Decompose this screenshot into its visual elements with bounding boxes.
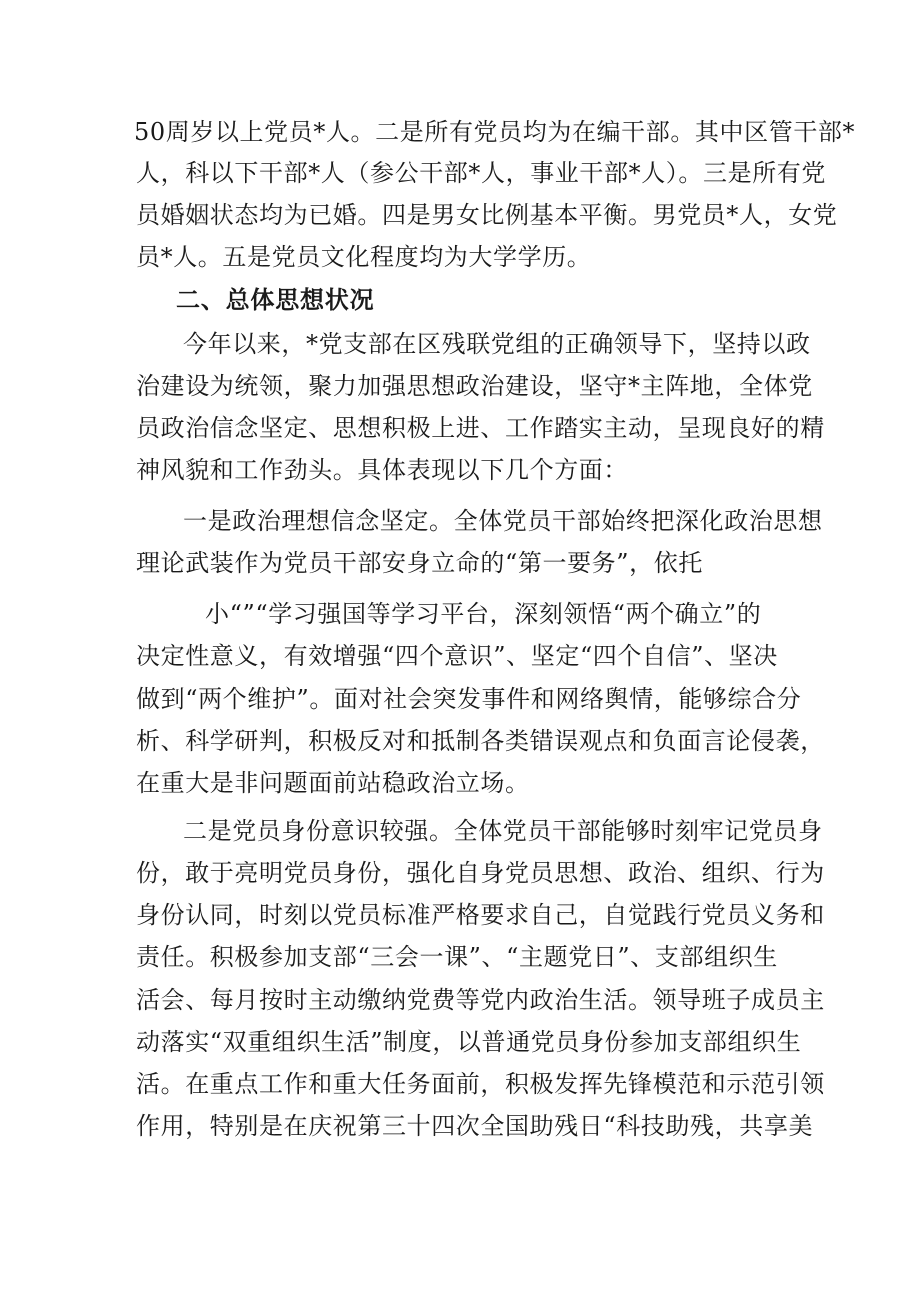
body-text-line: 今年以来，*党支部在区残联党组的正确领导下，坚持以政 — [183, 330, 811, 358]
body-text-line: 治建设为统领，聚力加强思想政治建设，坚守*主阵地，全体党 — [136, 372, 813, 400]
body-text-line: 一是政治理想信念坚定。全体党员干部始终把深化政治思想 — [183, 507, 823, 535]
body-text-line: 析、科学研判，积极反对和抵制各类错误观点和负面言论侵袭， — [136, 727, 825, 755]
body-text-line: 做到“两个维护”。面对社会突发事件和网络舆情，能够综合分 — [136, 685, 802, 713]
body-text-line: 动落实“双重组织生活”制度，以普通党员身份参加支部组织生 — [136, 1028, 802, 1056]
body-text-line: 二是党员身份意识较强。全体党员干部能够时刻牢记党员身 — [183, 817, 823, 845]
body-text-line: 神风貌和工作劲头。具体表现以下几个方面： — [136, 456, 628, 484]
body-text-line: 责任。积极参加支部“三会一课”、“主题党日”、支部组织生 — [136, 943, 778, 971]
body-text-line: 决定性意义，有效增强“四个意识”、坚定“四个自信”、坚决 — [136, 642, 778, 670]
section-heading: 二、总体思想状况 — [176, 286, 375, 314]
body-text-line: 份，敢于亮明党员身份，强化自身党员思想、政治、组织、行为 — [136, 859, 825, 887]
body-text-line: 50周岁以上党员*人。二是所有党员均为在编干部。其中区管干部* — [134, 118, 856, 146]
body-text-line: 活会、每月按时主动缴纳党费等党内政治生活。领导班子成员主 — [136, 986, 825, 1014]
body-text-line: 人，科以下干部*人（参公干部*人，事业干部*人）。三是所有党 — [136, 159, 826, 187]
body-text-line: 作用，特别是在庆祝第三十四次全国助残日“科技助残，共享美 — [136, 1112, 814, 1140]
body-text-line: 身份认同，时刻以党员标准严格要求自己，自觉践行党员义务和 — [136, 901, 825, 929]
body-text-line: 员*人。五是党员文化程度均为大学学历。 — [136, 243, 592, 271]
body-text-line: 在重大是非问题面前站稳政治立场。 — [136, 769, 530, 797]
body-text-line: 员婚姻状态均为已婚。四是男女比例基本平衡。男党员*人，女党 — [136, 201, 838, 229]
body-text-line: 小“”“学习强国等学习平台，深刻领悟“两个确立”的 — [205, 600, 762, 628]
body-text-line: 员政治信念坚定、思想积极上进、工作踏实主动，呈现良好的精 — [136, 414, 825, 442]
body-text-line: 理论武装作为党员干部安身立命的“第一要务”，依托 — [136, 549, 703, 577]
body-text-line: 活。在重点工作和重大任务面前，积极发挥先锋模范和示范引领 — [136, 1070, 825, 1098]
